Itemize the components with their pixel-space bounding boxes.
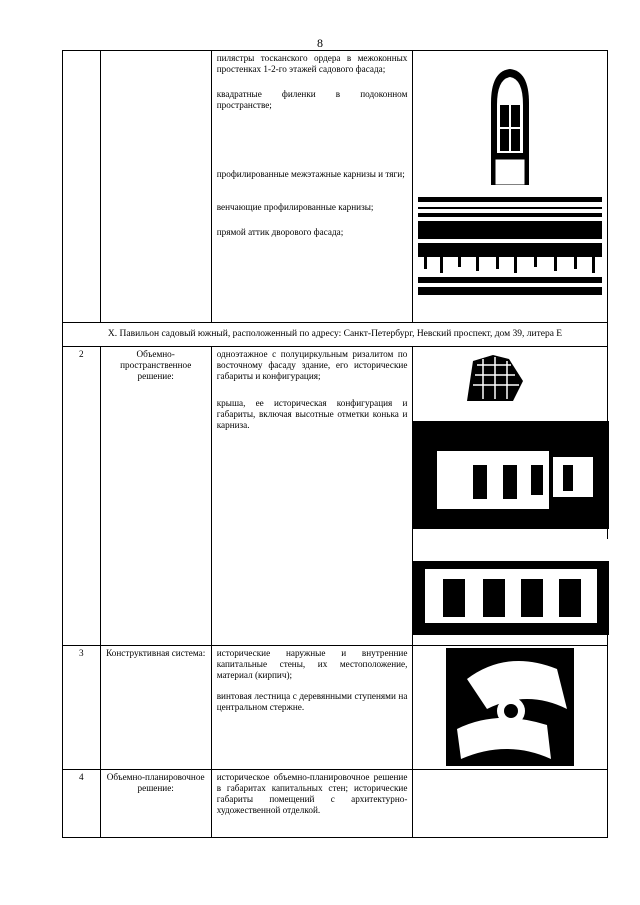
cell-text: прямой аттик дворового фасада; (216, 227, 344, 237)
cell-text: крыша, ее историческая конфигурация и габариты, включая высотные отметки конька и карниза. (216, 398, 408, 430)
page-number: 8 (317, 36, 323, 50)
plan-photo (463, 351, 533, 403)
row-number: 2 (63, 347, 101, 646)
row-number: 4 (63, 770, 101, 838)
row-title: Объемно-пространственное решение: (100, 347, 211, 646)
attic-photo (418, 221, 602, 297)
row-title: Конструктивная система: (100, 646, 211, 770)
row-number: 3 (63, 646, 101, 770)
staircase-photo (446, 648, 574, 766)
pavilion-photo-1 (413, 421, 609, 529)
cell-text: исторические наружные и внутренние капитальные стены, их местоположение, материал (кирпич); (216, 648, 408, 680)
cell-text: винтовая лестница с деревянными ступенями на центральном стержне. (216, 691, 408, 712)
table-row (63, 770, 608, 838)
cell-text: квадратные филенки в подоконном пространстве; (216, 89, 408, 110)
table-row (63, 323, 608, 347)
cell-text: профилированные межэтажные карнизы и тяги; (216, 169, 405, 179)
table-row (63, 646, 608, 770)
cell-text: пилястры тосканского ордера в межоконных простенках 1-2-го этажей садового фасада; (216, 53, 408, 74)
section-heading: X. Павильон садовый южный, расположенный по адресу: Санкт-Петербург, Невский проспект, дом 39, литера Е (63, 323, 608, 347)
table-row (63, 347, 608, 646)
window-photo (485, 63, 535, 185)
table-row (63, 51, 608, 323)
cell-text: венчающие профилированные карнизы; (216, 202, 374, 212)
cornice-photo (418, 193, 602, 219)
protection-table (62, 50, 608, 838)
row-title: Объемно-планировочное решение: (100, 770, 211, 838)
pavilion-photo-2 (413, 539, 609, 635)
cell-text: одноэтажное с полуциркульным ризалитом по восточному фасаду здание, его исторические габариты и конфигурация; (216, 349, 408, 381)
cell-text: историческое объемно-планировочное решение в габаритах капитальных стен; исторические габариты помещений с архитектурно-художественной отделкой. (216, 772, 408, 815)
